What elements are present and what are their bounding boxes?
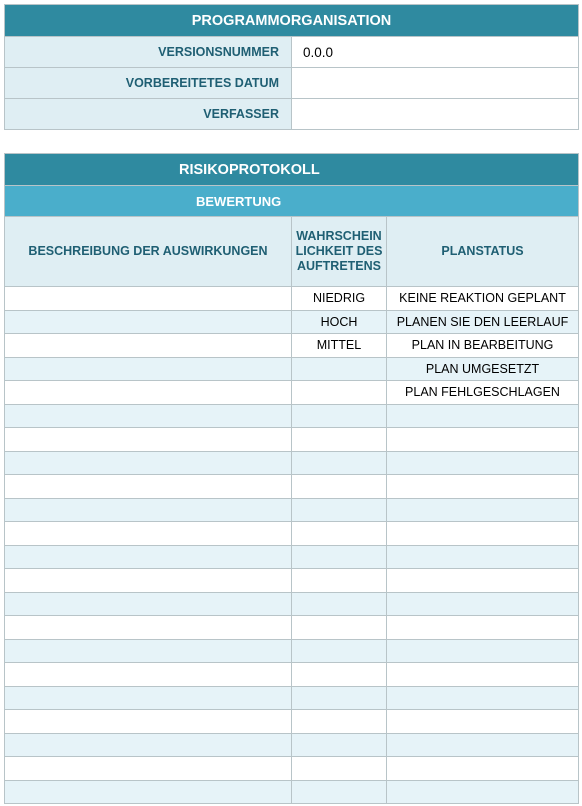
likelihood-cell[interactable] xyxy=(292,404,387,428)
likelihood-cell[interactable] xyxy=(292,522,387,546)
likelihood-cell[interactable] xyxy=(292,639,387,663)
plan-status-cell[interactable] xyxy=(387,522,579,546)
impact-description-cell[interactable] xyxy=(5,592,292,616)
program-organization-title: PROGRAMMORGANISATION xyxy=(5,5,579,37)
table-row xyxy=(5,357,579,381)
plan-status-cell[interactable]: KEINE REAKTION GEPLANT xyxy=(387,287,579,311)
impact-description-cell[interactable] xyxy=(5,569,292,593)
assessment-subtitle: BEWERTUNG xyxy=(5,186,579,217)
likelihood-cell[interactable]: NIEDRIG xyxy=(292,287,387,311)
risk-log-title: RISIKOPROTOKOLL xyxy=(5,154,579,186)
plan-status-cell[interactable] xyxy=(387,733,579,757)
plan-status-cell[interactable]: PLANEN SIE DEN LEERLAUF xyxy=(387,310,579,334)
likelihood-cell[interactable] xyxy=(292,592,387,616)
table-row xyxy=(5,757,579,781)
risk-rows xyxy=(5,287,579,804)
likelihood-header: WAHRSCHEINLICHKEIT DES AUFTRETENS xyxy=(292,217,387,287)
plan-status-cell[interactable]: PLAN IN BEARBEITUNG xyxy=(387,334,579,358)
table-row xyxy=(5,663,579,687)
impact-description-cell[interactable] xyxy=(5,780,292,804)
plan-status-cell[interactable] xyxy=(387,475,579,499)
impact-description-cell[interactable] xyxy=(5,545,292,569)
plan-status-cell[interactable]: PLAN UMGESETZT xyxy=(387,357,579,381)
impact-description-cell[interactable] xyxy=(5,334,292,358)
impact-description-cell[interactable] xyxy=(5,686,292,710)
program-organization-table xyxy=(4,4,579,130)
likelihood-cell[interactable] xyxy=(292,569,387,593)
likelihood-cell[interactable] xyxy=(292,545,387,569)
impact-description-cell[interactable] xyxy=(5,663,292,687)
impact-description-cell[interactable] xyxy=(5,522,292,546)
impact-description-cell[interactable] xyxy=(5,498,292,522)
table-row xyxy=(5,733,579,757)
likelihood-cell[interactable]: HOCH xyxy=(292,310,387,334)
impact-description-cell[interactable] xyxy=(5,451,292,475)
likelihood-cell[interactable] xyxy=(292,663,387,687)
impact-description-cell[interactable] xyxy=(5,357,292,381)
table-row xyxy=(5,475,579,499)
plan-status-cell[interactable] xyxy=(387,545,579,569)
impact-description-cell[interactable] xyxy=(5,428,292,452)
table-row xyxy=(5,381,579,405)
plan-status-cell[interactable]: PLAN FEHLGESCHLAGEN xyxy=(387,381,579,405)
likelihood-cell[interactable] xyxy=(292,428,387,452)
likelihood-cell[interactable] xyxy=(292,780,387,804)
table-row xyxy=(5,710,579,734)
plan-status-cell[interactable] xyxy=(387,592,579,616)
likelihood-cell[interactable] xyxy=(292,616,387,640)
table-row xyxy=(5,569,579,593)
likelihood-cell[interactable] xyxy=(292,381,387,405)
impact-description-cell[interactable] xyxy=(5,287,292,311)
impact-description-cell[interactable] xyxy=(5,639,292,663)
table-row xyxy=(5,428,579,452)
table-row xyxy=(5,498,579,522)
impact-description-cell[interactable] xyxy=(5,757,292,781)
likelihood-cell[interactable] xyxy=(292,686,387,710)
impact-description-cell[interactable] xyxy=(5,381,292,405)
likelihood-cell[interactable] xyxy=(292,451,387,475)
impact-description-cell[interactable] xyxy=(5,733,292,757)
plan-status-cell[interactable] xyxy=(387,757,579,781)
likelihood-cell[interactable] xyxy=(292,475,387,499)
plan-status-cell[interactable] xyxy=(387,639,579,663)
table-row xyxy=(5,310,579,334)
plan-status-header: PLANSTATUS xyxy=(387,217,579,287)
table-row xyxy=(5,780,579,804)
likelihood-cell[interactable]: MITTEL xyxy=(292,334,387,358)
table-row xyxy=(5,404,579,428)
table-row xyxy=(5,451,579,475)
table-row xyxy=(5,287,579,311)
likelihood-cell[interactable] xyxy=(292,498,387,522)
prepared-date-field[interactable] xyxy=(292,68,579,99)
likelihood-cell[interactable] xyxy=(292,757,387,781)
impact-description-cell[interactable] xyxy=(5,710,292,734)
plan-status-cell[interactable] xyxy=(387,686,579,710)
impact-description-cell[interactable] xyxy=(5,475,292,499)
plan-status-cell[interactable] xyxy=(387,569,579,593)
author-field[interactable] xyxy=(292,99,579,130)
likelihood-cell[interactable] xyxy=(292,733,387,757)
impact-description-cell[interactable] xyxy=(5,404,292,428)
impact-description-header: BESCHREIBUNG DER AUSWIRKUNGEN xyxy=(5,217,292,287)
table-row xyxy=(5,522,579,546)
table-row xyxy=(5,639,579,663)
author-label: VERFASSER xyxy=(5,99,292,130)
impact-description-cell[interactable] xyxy=(5,310,292,334)
likelihood-cell[interactable] xyxy=(292,710,387,734)
plan-status-cell[interactable] xyxy=(387,710,579,734)
table-row xyxy=(5,686,579,710)
impact-description-cell[interactable] xyxy=(5,616,292,640)
version-number-field[interactable]: 0.0.0 xyxy=(292,37,579,68)
table-row xyxy=(5,616,579,640)
risk-log-table xyxy=(4,153,579,804)
plan-status-cell[interactable] xyxy=(387,451,579,475)
plan-status-cell[interactable] xyxy=(387,428,579,452)
likelihood-cell[interactable] xyxy=(292,357,387,381)
plan-status-cell[interactable] xyxy=(387,616,579,640)
table-row xyxy=(5,545,579,569)
version-number-label: VERSIONSNUMMER xyxy=(5,37,292,68)
plan-status-cell[interactable] xyxy=(387,780,579,804)
plan-status-cell[interactable] xyxy=(387,663,579,687)
table-row xyxy=(5,592,579,616)
plan-status-cell[interactable] xyxy=(387,404,579,428)
prepared-date-label: VORBEREITETES DATUM xyxy=(5,68,292,99)
plan-status-cell[interactable] xyxy=(387,498,579,522)
table-row xyxy=(5,334,579,358)
